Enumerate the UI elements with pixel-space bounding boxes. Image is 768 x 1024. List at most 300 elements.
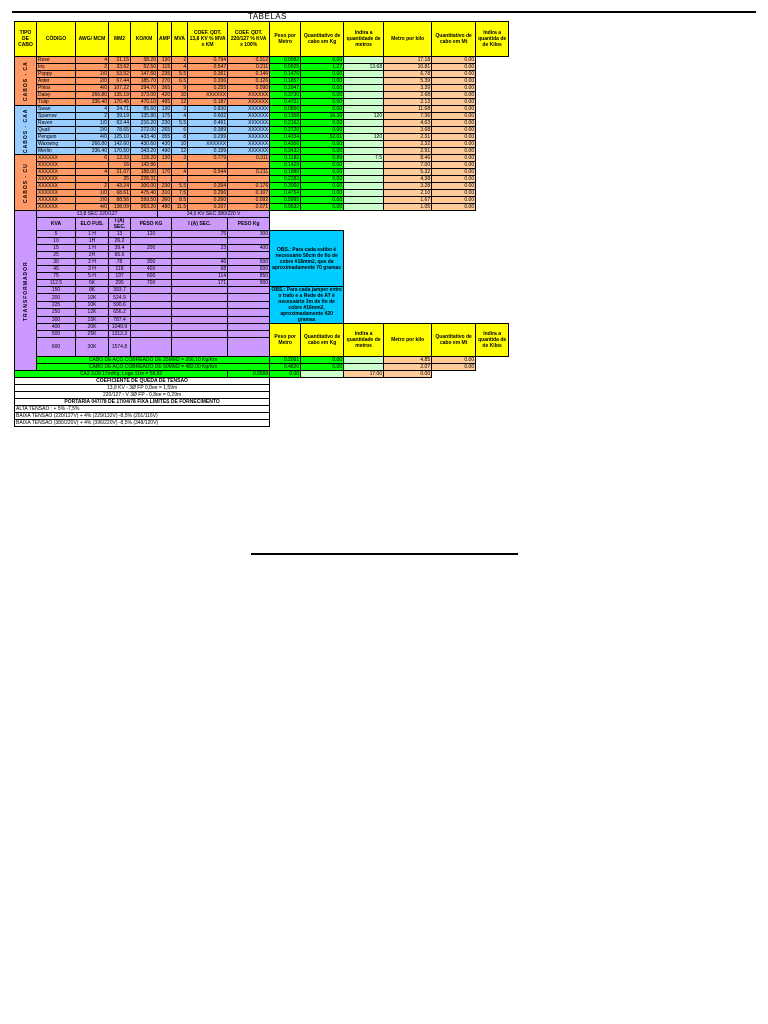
- cell: 0.00: [432, 155, 476, 162]
- trafo-cell: 600: [131, 273, 172, 280]
- cell[interactable]: [344, 204, 384, 211]
- sub-header-qtdkg: Quantitativo de cabo em Kg: [301, 324, 344, 357]
- trafo-cell: 8K: [76, 287, 109, 294]
- cell: 1.05: [384, 204, 432, 211]
- cell: 0.0925: [270, 64, 301, 71]
- cell: 7.5: [172, 190, 188, 197]
- cell[interactable]: 120: [344, 113, 384, 120]
- blank: [270, 420, 509, 427]
- cell: 2.68: [384, 92, 432, 99]
- cell: 0.9532: [270, 204, 301, 211]
- trafo-cell: 1049.9: [109, 324, 131, 331]
- cell: 5.39: [384, 78, 432, 85]
- trafo-cell: [131, 301, 172, 308]
- blank: [270, 413, 509, 420]
- header-mva: MVA: [172, 22, 188, 57]
- trafo-cell: [228, 338, 270, 357]
- cell: 480: [158, 204, 172, 211]
- cell: XXXXXX: [37, 190, 76, 197]
- cell: 68.61: [109, 190, 131, 197]
- trafo-cell: 250: [37, 309, 76, 316]
- cell[interactable]: [344, 106, 384, 113]
- cell: 0.779: [188, 155, 228, 162]
- cell: 0.00: [301, 204, 344, 211]
- coef-row: [15, 392, 509, 399]
- trafo-cell: [228, 309, 270, 316]
- table-row: [15, 85, 509, 92]
- trafo-cell: [131, 324, 172, 331]
- blank: [344, 287, 509, 324]
- cell: 310: [158, 190, 172, 197]
- trafo-row: [15, 231, 509, 238]
- cell: 0.00: [432, 162, 476, 169]
- cell: 8.46: [384, 155, 432, 162]
- cell: [172, 176, 188, 183]
- cell[interactable]: [344, 357, 384, 364]
- cell: 0.00: [301, 357, 344, 364]
- table-row: [15, 64, 509, 71]
- cell: XXXXXX: [37, 155, 76, 162]
- cell: 0.00: [432, 64, 476, 71]
- table-row: [15, 141, 509, 148]
- cell: Swan: [37, 106, 76, 113]
- trafo-cell: [172, 238, 228, 245]
- cell[interactable]: [344, 71, 384, 78]
- cell: 0.00: [432, 141, 476, 148]
- cell: Iris: [37, 64, 76, 71]
- trafo-cell: [228, 252, 270, 259]
- trafo-cell: [228, 316, 270, 323]
- cell: 230: [158, 183, 172, 190]
- cell: 0.389: [188, 127, 228, 134]
- cell: 2.10: [384, 190, 432, 197]
- cell: 0.4754: [270, 190, 301, 197]
- trafo-cell: 393.7: [109, 287, 131, 294]
- cell: 0.00: [432, 190, 476, 197]
- header-awg: AWG/ MCM: [76, 22, 109, 57]
- cell: 228.31: [131, 176, 158, 183]
- cell: 4.85: [384, 357, 432, 364]
- cell: 0.461: [188, 120, 228, 127]
- coef-alta: ALTA TENSÃO : + 5% -7,5%: [15, 406, 270, 413]
- trafo-h_isec1: I (A) SEC.: [109, 218, 131, 231]
- cell: 0.00: [301, 197, 344, 204]
- cell: 0.00: [432, 113, 476, 120]
- trafo-cell: 25: [37, 252, 76, 259]
- cell: [188, 162, 228, 169]
- cell: 0.361: [188, 71, 228, 78]
- cell: 0.00: [432, 176, 476, 183]
- trafo-cell: [228, 301, 270, 308]
- cable-table: [14, 21, 509, 427]
- trafo-cell: 20K: [76, 324, 109, 331]
- group-label-ca: CABOS - CA: [15, 57, 37, 106]
- cell: 0.547: [188, 64, 228, 71]
- header-indmetros: Indira a quantidade de metros: [344, 22, 384, 57]
- trafo-cell: 1312.3: [109, 331, 131, 338]
- trafo-cell: 2 H: [76, 259, 109, 266]
- ground-row: [15, 364, 509, 371]
- cell: 270: [158, 78, 172, 85]
- cell: 0.00: [432, 357, 476, 364]
- cell: 0.176: [228, 183, 270, 190]
- cell: 0.312: [228, 57, 270, 64]
- cell: 10: [172, 141, 188, 148]
- page-title: TABELAS: [248, 12, 287, 21]
- cell[interactable]: [344, 190, 384, 197]
- cell: 188.00: [131, 169, 158, 176]
- cell[interactable]: [344, 78, 384, 85]
- trafo-cell: [228, 238, 270, 245]
- trafo-cell: 15K: [76, 316, 109, 323]
- table-row: [15, 190, 509, 197]
- cell: 2.91: [384, 148, 432, 155]
- cell: 0.211: [228, 169, 270, 176]
- cell: 336.40: [76, 99, 109, 106]
- trafo-cell: 600: [228, 266, 270, 273]
- trafo-cell: 700: [131, 280, 172, 287]
- trafo-cell: 1574.8: [109, 338, 131, 357]
- coef-baixa2: BAIXA TENSÃO (380/220V) + 4% (396/220V) -8,5% (348/120V): [15, 420, 270, 427]
- blank: [344, 231, 509, 287]
- trafo-cell: [172, 252, 228, 259]
- cell: 470.10: [131, 99, 158, 106]
- cell: 3.68: [384, 127, 432, 134]
- cell: Rose: [37, 57, 76, 64]
- obs-note-1: OBS.: Para cada estibo é necessário 50cm de fio de cobre #16mm2, que da aproximadamente 70 gramas: [270, 231, 344, 287]
- cell: XXXXXX: [188, 141, 228, 148]
- cell[interactable]: [344, 197, 384, 204]
- trafo-cell: 400: [228, 245, 270, 252]
- cell: 2: [76, 183, 109, 190]
- cell: 430: [158, 141, 172, 148]
- cell: 0.00: [432, 183, 476, 190]
- cell: 0.187: [188, 99, 228, 106]
- cell: 0.00: [301, 169, 344, 176]
- trafo-cell: 112.5: [37, 280, 76, 287]
- cell: 6.78: [384, 71, 432, 78]
- cell[interactable]: [344, 57, 384, 64]
- cell: 1/0: [76, 71, 109, 78]
- obs-note-2: OBS.: Para cada jamper entre o trafo e a Rede de AT é necessário 3m de fio de cobre #16mm2, aproximadamente 420 gramas: [271, 287, 342, 323]
- cell: 17.18: [384, 57, 432, 64]
- trafo-cell: 26.2: [109, 238, 131, 245]
- cell: 107.22: [109, 85, 131, 92]
- cell: [158, 176, 172, 183]
- cell[interactable]: [344, 162, 384, 169]
- cell: 130: [158, 57, 172, 64]
- cell: 0.00: [301, 176, 344, 183]
- cell[interactable]: [344, 85, 384, 92]
- cell: 0.00: [301, 71, 344, 78]
- cell: 0.00: [301, 120, 344, 127]
- trafo-h_isec2: I (A) SEC.: [172, 218, 228, 231]
- cell[interactable]: [344, 176, 384, 183]
- cell: 2/0: [76, 197, 109, 204]
- coef-row: [15, 406, 509, 413]
- cell: 0.00: [301, 99, 344, 106]
- trafo-h_kva: KVA: [37, 218, 76, 231]
- cell: 0.794: [188, 57, 228, 64]
- cell: 0.00: [432, 120, 476, 127]
- cell: 2: [172, 57, 188, 64]
- trafo-cell: 787.4: [109, 316, 131, 323]
- table-row: [15, 197, 509, 204]
- cell: 6.5: [172, 78, 188, 85]
- table-row: [15, 169, 509, 176]
- trafo-cell: 590.6: [109, 301, 131, 308]
- cell: 33.62: [109, 64, 131, 71]
- trafo-cell: 171: [172, 280, 228, 287]
- cell: 360: [158, 197, 172, 204]
- cell: 175: [158, 113, 172, 120]
- cell: 6: [76, 155, 109, 162]
- cell: XXXXXX: [228, 120, 270, 127]
- table-row: [15, 148, 509, 155]
- cell: 0.00: [432, 71, 476, 78]
- coef-row: [15, 413, 509, 420]
- trafo-cell: 46: [172, 259, 228, 266]
- cell: 343.20: [131, 148, 158, 155]
- cell: 170.50: [109, 148, 131, 155]
- cell: 0.00: [432, 364, 476, 371]
- cell: XXXXXX: [37, 169, 76, 176]
- cell: 4.63: [384, 120, 432, 127]
- cell: 8: [172, 134, 188, 141]
- trafo-cell: 15: [37, 245, 76, 252]
- cell: XXXXXX: [37, 162, 76, 169]
- cell: XXXXXX: [37, 183, 76, 190]
- cell: 0.00: [301, 85, 344, 92]
- trafo-cell: 850: [228, 273, 270, 280]
- cell[interactable]: [344, 364, 384, 371]
- cell: XXXXXX: [188, 92, 228, 99]
- trafo-cell: [172, 316, 228, 323]
- trafo-cell: 114: [172, 273, 228, 280]
- cell: 599.50: [131, 197, 158, 204]
- trafo-cell: 150: [37, 287, 76, 294]
- cell: 0.299: [188, 134, 228, 141]
- trafo-cell: 656.2: [109, 309, 131, 316]
- header-indkilos: Indira a quantida de de Kilos: [476, 22, 509, 57]
- cell: 4/0: [76, 134, 109, 141]
- cell: 142.86: [131, 162, 158, 169]
- trafo-cell: [228, 287, 270, 294]
- cell: XXXXXX: [228, 113, 270, 120]
- cell[interactable]: [344, 99, 384, 106]
- cell[interactable]: 13.68: [344, 64, 384, 71]
- cell: 0.4334: [270, 134, 301, 141]
- blank: [270, 385, 509, 392]
- cell: Quail: [37, 127, 76, 134]
- cell: 0.00: [301, 162, 344, 169]
- cell: [228, 162, 270, 169]
- cell: 230: [158, 120, 172, 127]
- trafo-cell: 10K: [76, 294, 109, 301]
- cell: 0.394: [188, 183, 228, 190]
- cell: 0.2720: [270, 127, 301, 134]
- cell: 43.24: [109, 183, 131, 190]
- cell: Poppy: [37, 71, 76, 78]
- cell: 118.20: [131, 155, 158, 162]
- cell: 336.40: [76, 148, 109, 155]
- cell: 0.126: [228, 78, 270, 85]
- cell: 0.296: [188, 190, 228, 197]
- cell: 0.092: [228, 197, 270, 204]
- cell: XXXXXX: [37, 176, 76, 183]
- cell: 5.32: [384, 169, 432, 176]
- cell: 0.00: [301, 141, 344, 148]
- cell: 0.00: [432, 57, 476, 64]
- header-qtdkg: Quantitativo de cabo em Kg: [301, 22, 344, 57]
- sub-header-indmetros: Indira a quantidade de metros: [344, 324, 384, 357]
- cell: 5.5: [172, 183, 188, 190]
- trafo-cell: 500: [37, 331, 76, 338]
- ground-label: CABO DE AÇO COBREADO DE 50MM2 = 482,00 Kg/Km: [37, 364, 270, 371]
- cell: 430.60: [131, 141, 158, 148]
- trafo-cell: [228, 294, 270, 301]
- header-metrokilo: Metro por kilo: [384, 22, 432, 57]
- cell: 0.602: [188, 113, 228, 120]
- cell: 0.00: [301, 57, 344, 64]
- cell[interactable]: 7.5: [344, 155, 384, 162]
- cell: 0.071: [228, 204, 270, 211]
- table-row: [15, 78, 509, 85]
- table-row: [15, 106, 509, 113]
- trafo-cell: 2H: [76, 252, 109, 259]
- cell: 0.2162: [270, 120, 301, 127]
- trafo-cell: 10K: [76, 301, 109, 308]
- cell: 0.00: [270, 371, 301, 378]
- cell: 0.3730: [270, 92, 301, 99]
- cell: Sparrow: [37, 113, 76, 120]
- table-row: [15, 204, 509, 211]
- cell: 3: [172, 155, 188, 162]
- blank: [270, 399, 509, 406]
- trafo-cell: 78: [109, 259, 131, 266]
- cell: 2.32: [384, 141, 432, 148]
- cell: 0.207: [188, 204, 228, 211]
- cell: 0.0856: [270, 106, 301, 113]
- cell: Merlin: [37, 148, 76, 155]
- cell: 3.28: [384, 183, 432, 190]
- cell: 2: [76, 113, 109, 120]
- cell[interactable]: [344, 120, 384, 127]
- cell: 0.00: [432, 134, 476, 141]
- trafo-cell: [228, 331, 270, 338]
- cell[interactable]: [344, 92, 384, 99]
- cell: Aster: [37, 78, 76, 85]
- trafo-cell: 65.6: [109, 252, 131, 259]
- cell[interactable]: [301, 371, 344, 378]
- cell: 17.00: [344, 371, 384, 378]
- cell: 365: [158, 85, 172, 92]
- coef-row: [15, 385, 509, 392]
- trafo-cell: [131, 238, 172, 245]
- trafo-cell: 5: [37, 231, 76, 238]
- cell: 294.70: [131, 85, 158, 92]
- cell: 0.107: [228, 190, 270, 197]
- cell: 0.5995: [270, 197, 301, 204]
- trafo-cell: 295: [109, 280, 131, 287]
- cell: 4: [76, 169, 109, 176]
- table-row: [15, 176, 509, 183]
- header-kokm: KO/KM: [131, 22, 158, 57]
- blank: [476, 357, 509, 364]
- cell[interactable]: [344, 148, 384, 155]
- trafo-cell: [172, 331, 228, 338]
- cell: 272.00: [131, 127, 158, 134]
- sub-header-peso: Peso por Metro: [270, 324, 301, 357]
- ground-label: CA2 3,09 17m/Kg, Logo 11m = 58,82: [15, 371, 228, 378]
- cell: 7.00: [384, 162, 432, 169]
- cell: XXXXXX: [228, 141, 270, 148]
- cell: 373.00: [131, 92, 158, 99]
- cell: 0.260: [188, 197, 228, 204]
- ground-row: [15, 371, 509, 378]
- cell[interactable]: 120: [344, 134, 384, 141]
- cell: 6: [172, 127, 188, 134]
- header-peso: Peso por Metro: [270, 22, 301, 57]
- cell: 475.40: [131, 190, 158, 197]
- cell: XXXXXX: [228, 106, 270, 113]
- cell: 2.07: [384, 364, 432, 371]
- header-tipo: TIPO DE CABO: [15, 22, 37, 57]
- trafo-h_elo: ELO FUS.: [76, 218, 109, 231]
- cell[interactable]: [344, 183, 384, 190]
- trafo-cell: [172, 301, 228, 308]
- sub-header-metrokilo: Metro por kilo: [384, 324, 432, 357]
- cell: 10.81: [384, 64, 432, 71]
- trafo-h_peso1: PESO KG: [131, 218, 172, 231]
- cell: 0.00: [301, 92, 344, 99]
- cell: 0.255: [188, 85, 228, 92]
- cell: 9: [172, 85, 188, 92]
- cell: 0.00: [301, 127, 344, 134]
- trafo-cell: 400: [131, 266, 172, 273]
- trafo-cell: 12K: [76, 309, 109, 316]
- trafo-cell: 300: [37, 316, 76, 323]
- cell: 2/0: [76, 78, 109, 85]
- cell: 1/0: [76, 190, 109, 197]
- group-label-cu: CABOS - CU: [15, 155, 37, 211]
- cell: 355: [158, 134, 172, 141]
- trafo-cell: 600: [37, 338, 76, 357]
- cell: 306.00: [131, 183, 158, 190]
- trafo-cell: [131, 316, 172, 323]
- cell: 1.67: [384, 197, 432, 204]
- cell: 0.0582: [270, 57, 301, 64]
- coef-row: [15, 378, 509, 385]
- table-row: [15, 162, 509, 169]
- blank: [270, 392, 509, 399]
- cell: 21.15: [109, 57, 131, 64]
- trafo-row: [15, 324, 509, 331]
- cell: 0.3060: [270, 183, 301, 190]
- cell: 185.70: [131, 78, 158, 85]
- trafo-cell: 225: [37, 301, 76, 308]
- table-row: [15, 120, 509, 127]
- cell[interactable]: [344, 141, 384, 148]
- cell: 3: [172, 106, 188, 113]
- cell: 266.80: [76, 141, 109, 148]
- blank: [270, 406, 509, 413]
- cell[interactable]: [344, 127, 384, 134]
- cell: 4/0: [76, 204, 109, 211]
- cell: XXXXXX: [228, 92, 270, 99]
- trafo-cell: 1 H: [76, 245, 109, 252]
- cell[interactable]: [344, 169, 384, 176]
